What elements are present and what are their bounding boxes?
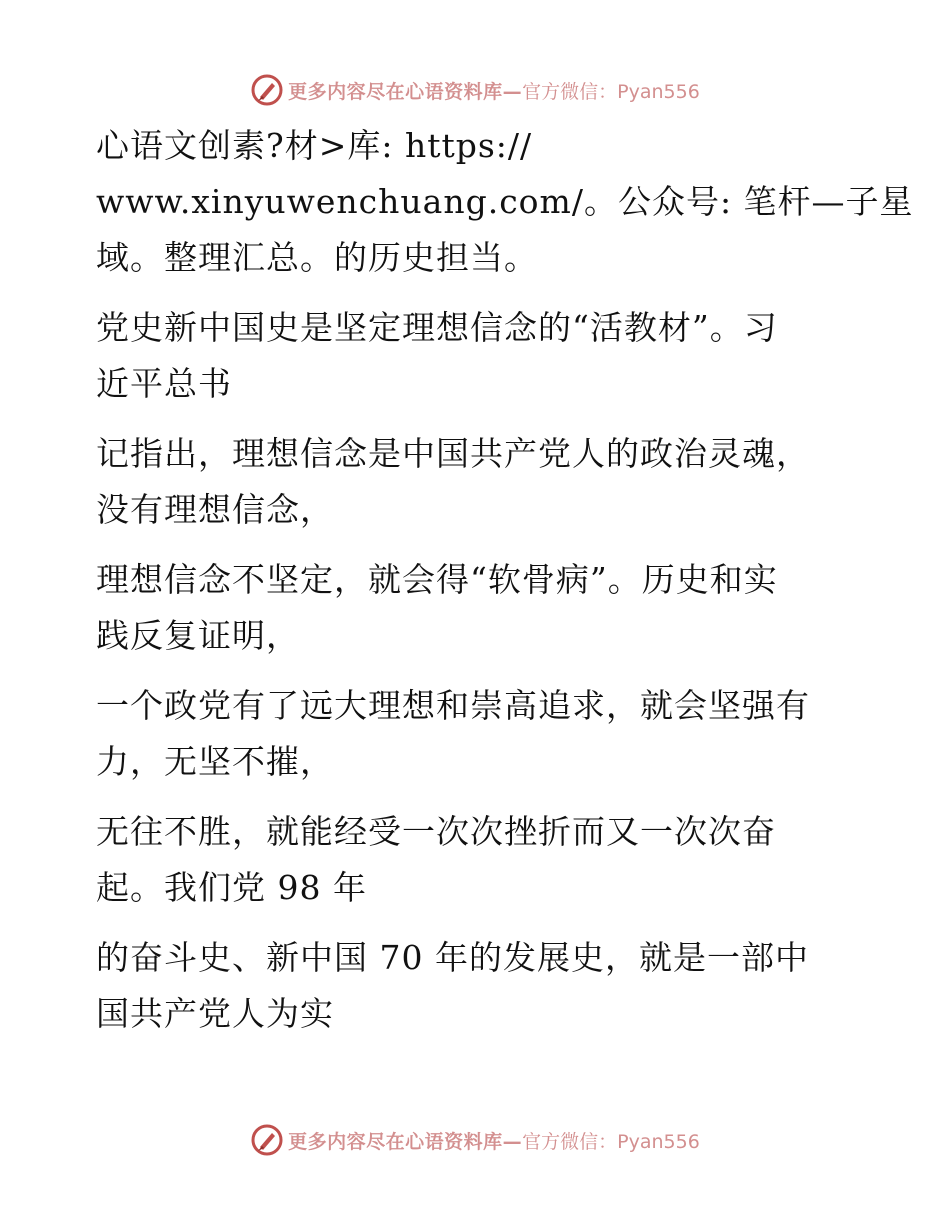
text-line: 记指出，理想信念是中国共产党人的政治灵魂， xyxy=(96,434,810,473)
fountain-pen-logo-icon xyxy=(250,1123,284,1157)
paragraph xyxy=(96,930,836,1042)
paragraph xyxy=(96,552,836,664)
header-watermark xyxy=(0,70,950,110)
fountain-pen-logo-icon xyxy=(250,73,284,107)
text-line: 的奋斗史、新中国 70 年的发展史，就是一部中 xyxy=(96,938,809,977)
paragraph xyxy=(96,426,836,538)
footer-watermark xyxy=(0,1120,950,1160)
watermark-text: 更多内容尽在心语资料库— xyxy=(288,1130,523,1153)
text-line: 践反复证明， xyxy=(96,616,300,655)
text-line: 近平总书 xyxy=(96,364,232,403)
watermark-wechat: 官方微信：Pyan556 xyxy=(522,80,700,103)
text-line: 国共产党人为实 xyxy=(96,994,334,1033)
text-line: 力，无坚不摧， xyxy=(96,742,334,781)
document-body xyxy=(96,118,914,1056)
paragraph xyxy=(96,678,836,790)
watermark-text: 更多内容尽在心语资料库— xyxy=(288,80,523,103)
text-line: 理想信念不坚定，就会得“软骨病”。历史和实 xyxy=(96,560,778,599)
text-line: 一个政党有了远大理想和崇高追求，就会坚强有 xyxy=(96,686,810,725)
text-line: 域。整理汇总。的历史担当。 xyxy=(96,238,538,277)
text-line: 没有理想信念， xyxy=(96,490,334,529)
paragraph xyxy=(96,804,836,916)
text-line: 起。我们党 98 年 xyxy=(96,868,367,907)
text-line: 党史新中国史是坚定理想信念的“活教材”。习 xyxy=(96,308,778,347)
paragraph xyxy=(96,300,836,412)
text-line: 心语文创素?材>库: https:// xyxy=(96,126,533,165)
text-line: 无往不胜，就能经受一次次挫折而又一次次奋 xyxy=(96,812,776,851)
watermark-wechat: 官方微信：Pyan556 xyxy=(522,1130,700,1153)
text-line: www.xinyuwenchuang.com/。公众号: 笔杆—子星 xyxy=(96,182,914,221)
paragraph xyxy=(96,118,914,286)
